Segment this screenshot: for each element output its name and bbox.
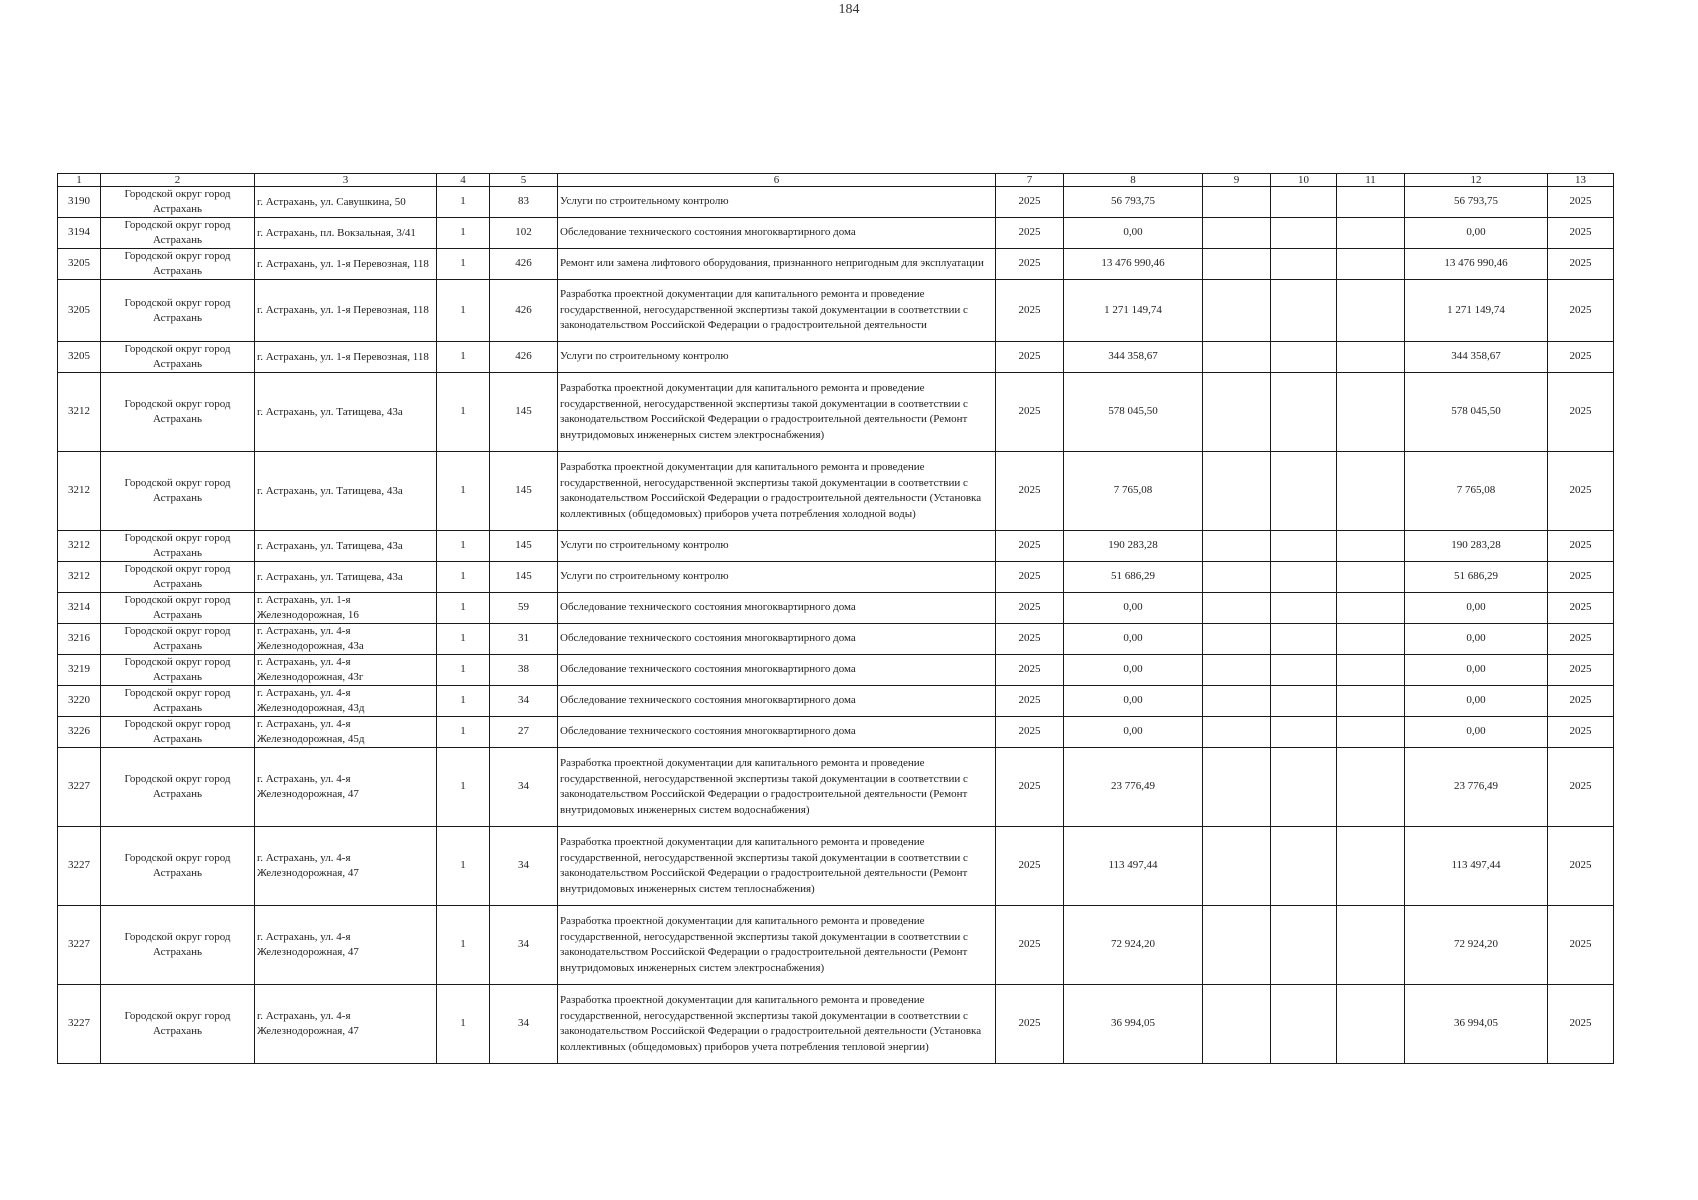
cost-total-cell: 0,00 [1405, 624, 1548, 655]
work-type-cell: Услуги по строительному контролю [558, 562, 996, 593]
column-header: 13 [1548, 174, 1614, 187]
column-10-cell [1271, 187, 1337, 218]
column-5-cell: 83 [490, 187, 558, 218]
table-row [58, 717, 1614, 748]
column-4-cell: 1 [437, 342, 490, 373]
address-cell: г. Астрахань, ул. 1-я Железнодорожная, 16 [255, 593, 437, 624]
column-10-cell [1271, 280, 1337, 342]
completion-year-cell: 2025 [1548, 717, 1614, 748]
column-9-cell [1203, 624, 1271, 655]
column-4-cell: 1 [437, 373, 490, 452]
cost-cell: 7 765,08 [1064, 452, 1203, 531]
table-row [58, 280, 1614, 342]
address-cell: г. Астрахань, ул. 4-я Железнодорожная, 47 [255, 906, 437, 985]
table-row [58, 593, 1614, 624]
table-row [58, 218, 1614, 249]
cost-total-cell: 51 686,29 [1405, 562, 1548, 593]
column-4-cell: 1 [437, 562, 490, 593]
table-row [58, 906, 1614, 985]
work-type-cell: Услуги по строительному контролю [558, 342, 996, 373]
column-10-cell [1271, 562, 1337, 593]
address-cell: г. Астрахань, ул. Татищева, 43а [255, 531, 437, 562]
address-cell: г. Астрахань, ул. 4-я Железнодорожная, 43д [255, 686, 437, 717]
cost-total-cell: 7 765,08 [1405, 452, 1548, 531]
row-id-cell: 3227 [58, 906, 101, 985]
municipality-cell: Городской округ город Астрахань [101, 187, 255, 218]
cost-total-cell: 36 994,05 [1405, 985, 1548, 1064]
column-5-cell: 145 [490, 562, 558, 593]
column-10-cell [1271, 717, 1337, 748]
address-cell: г. Астрахань, ул. Савушкина, 50 [255, 187, 437, 218]
column-4-cell: 1 [437, 717, 490, 748]
column-5-cell: 34 [490, 686, 558, 717]
cost-total-cell: 72 924,20 [1405, 906, 1548, 985]
year-cell: 2025 [996, 827, 1064, 906]
column-9-cell [1203, 342, 1271, 373]
work-type-cell: Обследование технического состояния многоквартирного дома [558, 655, 996, 686]
column-9-cell [1203, 452, 1271, 531]
column-10-cell [1271, 655, 1337, 686]
municipality-cell: Городской округ город Астрахань [101, 452, 255, 531]
table-row [58, 187, 1614, 218]
column-11-cell [1337, 717, 1405, 748]
cost-total-cell: 0,00 [1405, 686, 1548, 717]
year-cell: 2025 [996, 593, 1064, 624]
address-cell: г. Астрахань, ул. 4-я Железнодорожная, 45д [255, 717, 437, 748]
work-type-cell: Услуги по строительному контролю [558, 187, 996, 218]
year-cell: 2025 [996, 748, 1064, 827]
column-header: 10 [1271, 174, 1337, 187]
table-row [58, 748, 1614, 827]
row-id-cell: 3194 [58, 218, 101, 249]
year-cell: 2025 [996, 686, 1064, 717]
cost-cell: 578 045,50 [1064, 373, 1203, 452]
cost-cell: 23 776,49 [1064, 748, 1203, 827]
column-11-cell [1337, 187, 1405, 218]
row-id-cell: 3226 [58, 717, 101, 748]
work-type-cell: Разработка проектной документации для капитального ремонта и проведение государственной, негосударственной экспертизы такой документации в соответствии с законодательством Российской Федерации о градостроительной деятельности (Ремонт внутридомовых инженерных систем электроснабжения) [558, 906, 996, 985]
work-type-cell: Обследование технического состояния многоквартирного дома [558, 686, 996, 717]
municipality-cell: Городской округ город Астрахань [101, 655, 255, 686]
year-cell: 2025 [996, 218, 1064, 249]
table-row [58, 373, 1614, 452]
year-cell: 2025 [996, 342, 1064, 373]
column-5-cell: 31 [490, 624, 558, 655]
column-9-cell [1203, 373, 1271, 452]
cost-total-cell: 13 476 990,46 [1405, 249, 1548, 280]
column-4-cell: 1 [437, 985, 490, 1064]
column-4-cell: 1 [437, 249, 490, 280]
page-number: 184 [838, 2, 860, 17]
column-10-cell [1271, 906, 1337, 985]
cost-cell: 13 476 990,46 [1064, 249, 1203, 280]
address-cell: г. Астрахань, ул. 4-я Железнодорожная, 43г [255, 655, 437, 686]
cost-cell: 0,00 [1064, 655, 1203, 686]
table-row [58, 827, 1614, 906]
column-9-cell [1203, 280, 1271, 342]
column-header: 11 [1337, 174, 1405, 187]
column-9-cell [1203, 717, 1271, 748]
cost-total-cell: 0,00 [1405, 655, 1548, 686]
column-9-cell [1203, 218, 1271, 249]
column-11-cell [1337, 827, 1405, 906]
column-4-cell: 1 [437, 218, 490, 249]
column-header: 1 [58, 174, 101, 187]
cost-total-cell: 578 045,50 [1405, 373, 1548, 452]
column-header: 8 [1064, 174, 1203, 187]
column-10-cell [1271, 748, 1337, 827]
column-4-cell: 1 [437, 593, 490, 624]
address-cell: г. Астрахань, ул. 4-я Железнодорожная, 47 [255, 827, 437, 906]
column-header: 12 [1405, 174, 1548, 187]
cost-cell: 190 283,28 [1064, 531, 1203, 562]
cost-cell: 344 358,67 [1064, 342, 1203, 373]
column-header: 7 [996, 174, 1064, 187]
column-4-cell: 1 [437, 280, 490, 342]
column-10-cell [1271, 249, 1337, 280]
column-4-cell: 1 [437, 686, 490, 717]
completion-year-cell: 2025 [1548, 985, 1614, 1064]
row-id-cell: 3219 [58, 655, 101, 686]
year-cell: 2025 [996, 280, 1064, 342]
column-5-cell: 145 [490, 531, 558, 562]
cost-cell: 0,00 [1064, 717, 1203, 748]
cost-cell: 51 686,29 [1064, 562, 1203, 593]
row-id-cell: 3227 [58, 748, 101, 827]
address-cell: г. Астрахань, пл. Вокзальная, 3/41 [255, 218, 437, 249]
row-id-cell: 3212 [58, 562, 101, 593]
work-type-cell: Обследование технического состояния многоквартирного дома [558, 218, 996, 249]
completion-year-cell: 2025 [1548, 280, 1614, 342]
row-id-cell: 3212 [58, 531, 101, 562]
year-cell: 2025 [996, 452, 1064, 531]
column-11-cell [1337, 218, 1405, 249]
year-cell: 2025 [996, 624, 1064, 655]
municipality-cell: Городской округ город Астрахань [101, 373, 255, 452]
municipality-cell: Городской округ город Астрахань [101, 624, 255, 655]
row-id-cell: 3216 [58, 624, 101, 655]
cost-total-cell: 56 793,75 [1405, 187, 1548, 218]
column-9-cell [1203, 985, 1271, 1064]
column-11-cell [1337, 985, 1405, 1064]
column-4-cell: 1 [437, 452, 490, 531]
column-10-cell [1271, 531, 1337, 562]
column-11-cell [1337, 655, 1405, 686]
column-5-cell: 38 [490, 655, 558, 686]
column-5-cell: 426 [490, 280, 558, 342]
year-cell: 2025 [996, 906, 1064, 985]
municipality-cell: Городской округ город Астрахань [101, 218, 255, 249]
municipality-cell: Городской округ город Астрахань [101, 717, 255, 748]
year-cell: 2025 [996, 717, 1064, 748]
column-9-cell [1203, 531, 1271, 562]
cost-total-cell: 190 283,28 [1405, 531, 1548, 562]
column-11-cell [1337, 342, 1405, 373]
year-cell: 2025 [996, 985, 1064, 1064]
column-5-cell: 145 [490, 373, 558, 452]
column-header: 2 [101, 174, 255, 187]
cost-cell: 36 994,05 [1064, 985, 1203, 1064]
address-cell: г. Астрахань, ул. 4-я Железнодорожная, 43а [255, 624, 437, 655]
municipality-cell: Городской округ город Астрахань [101, 985, 255, 1064]
work-type-cell: Разработка проектной документации для капитального ремонта и проведение государственной, негосударственной экспертизы такой документации в соответствии с законодательством Российской Федерации о градостроительной деятельности (Установка коллективных (общедомовых) приборов учета потребления холодной воды) [558, 452, 996, 531]
work-type-cell: Услуги по строительному контролю [558, 531, 996, 562]
column-11-cell [1337, 624, 1405, 655]
column-11-cell [1337, 686, 1405, 717]
column-header: 4 [437, 174, 490, 187]
completion-year-cell: 2025 [1548, 748, 1614, 827]
column-header: 6 [558, 174, 996, 187]
municipality-cell: Городской округ город Астрахань [101, 280, 255, 342]
column-9-cell [1203, 906, 1271, 985]
cost-cell: 0,00 [1064, 593, 1203, 624]
table-row [58, 531, 1614, 562]
completion-year-cell: 2025 [1548, 452, 1614, 531]
address-cell: г. Астрахань, ул. 4-я Железнодорожная, 47 [255, 748, 437, 827]
municipality-cell: Городской округ город Астрахань [101, 906, 255, 985]
column-5-cell: 145 [490, 452, 558, 531]
completion-year-cell: 2025 [1548, 624, 1614, 655]
column-4-cell: 1 [437, 187, 490, 218]
column-4-cell: 1 [437, 827, 490, 906]
column-9-cell [1203, 827, 1271, 906]
completion-year-cell: 2025 [1548, 249, 1614, 280]
work-type-cell: Ремонт или замена лифтового оборудования, признанного непригодным для эксплуатации [558, 249, 996, 280]
year-cell: 2025 [996, 373, 1064, 452]
cost-cell: 72 924,20 [1064, 906, 1203, 985]
address-cell: г. Астрахань, ул. Татищева, 43а [255, 452, 437, 531]
municipality-cell: Городской округ город Астрахань [101, 686, 255, 717]
column-10-cell [1271, 827, 1337, 906]
column-11-cell [1337, 280, 1405, 342]
column-9-cell [1203, 562, 1271, 593]
completion-year-cell: 2025 [1548, 655, 1614, 686]
address-cell: г. Астрахань, ул. 1-я Перевозная, 118 [255, 342, 437, 373]
column-5-cell: 27 [490, 717, 558, 748]
column-9-cell [1203, 593, 1271, 624]
column-10-cell [1271, 624, 1337, 655]
column-10-cell [1271, 985, 1337, 1064]
column-header: 3 [255, 174, 437, 187]
column-11-cell [1337, 562, 1405, 593]
column-10-cell [1271, 373, 1337, 452]
address-cell: г. Астрахань, ул. 1-я Перевозная, 118 [255, 280, 437, 342]
completion-year-cell: 2025 [1548, 218, 1614, 249]
year-cell: 2025 [996, 655, 1064, 686]
column-5-cell: 34 [490, 985, 558, 1064]
completion-year-cell: 2025 [1548, 593, 1614, 624]
cost-cell: 0,00 [1064, 624, 1203, 655]
year-cell: 2025 [996, 562, 1064, 593]
completion-year-cell: 2025 [1548, 827, 1614, 906]
column-5-cell: 34 [490, 748, 558, 827]
column-5-cell: 34 [490, 827, 558, 906]
municipality-cell: Городской округ город Астрахань [101, 531, 255, 562]
column-9-cell [1203, 655, 1271, 686]
cost-cell: 0,00 [1064, 218, 1203, 249]
row-id-cell: 3190 [58, 187, 101, 218]
cost-total-cell: 1 271 149,74 [1405, 280, 1548, 342]
completion-year-cell: 2025 [1548, 342, 1614, 373]
work-type-cell: Обследование технического состояния многоквартирного дома [558, 717, 996, 748]
work-type-cell: Разработка проектной документации для капитального ремонта и проведение государственной, негосударственной экспертизы такой документации в соответствии с законодательством Российской Федерации о градостроительной деятельности [558, 280, 996, 342]
column-header: 9 [1203, 174, 1271, 187]
completion-year-cell: 2025 [1548, 686, 1614, 717]
completion-year-cell: 2025 [1548, 373, 1614, 452]
column-10-cell [1271, 686, 1337, 717]
column-9-cell [1203, 686, 1271, 717]
municipality-cell: Городской округ город Астрахань [101, 249, 255, 280]
year-cell: 2025 [996, 531, 1064, 562]
address-cell: г. Астрахань, ул. Татищева, 43а [255, 373, 437, 452]
cost-total-cell: 23 776,49 [1405, 748, 1548, 827]
cost-total-cell: 0,00 [1405, 218, 1548, 249]
column-9-cell [1203, 187, 1271, 218]
municipality-cell: Городской округ город Астрахань [101, 593, 255, 624]
column-11-cell [1337, 373, 1405, 452]
table-row [58, 249, 1614, 280]
table-row [58, 342, 1614, 373]
column-5-cell: 426 [490, 249, 558, 280]
completion-year-cell: 2025 [1548, 906, 1614, 985]
row-id-cell: 3227 [58, 985, 101, 1064]
cost-cell: 56 793,75 [1064, 187, 1203, 218]
column-9-cell [1203, 249, 1271, 280]
municipality-cell: Городской округ город Астрахань [101, 748, 255, 827]
row-id-cell: 3227 [58, 827, 101, 906]
completion-year-cell: 2025 [1548, 562, 1614, 593]
table-row [58, 686, 1614, 717]
column-10-cell [1271, 593, 1337, 624]
capital-repair-table [57, 173, 1614, 1064]
column-number-header-row [58, 174, 1614, 187]
column-11-cell [1337, 452, 1405, 531]
table-row [58, 985, 1614, 1064]
column-5-cell: 34 [490, 906, 558, 985]
row-id-cell: 3212 [58, 452, 101, 531]
column-10-cell [1271, 218, 1337, 249]
column-9-cell [1203, 748, 1271, 827]
address-cell: г. Астрахань, ул. 1-я Перевозная, 118 [255, 249, 437, 280]
row-id-cell: 3220 [58, 686, 101, 717]
municipality-cell: Городской округ город Астрахань [101, 827, 255, 906]
row-id-cell: 3205 [58, 342, 101, 373]
column-4-cell: 1 [437, 906, 490, 985]
table-row [58, 624, 1614, 655]
column-10-cell [1271, 342, 1337, 373]
cost-cell: 1 271 149,74 [1064, 280, 1203, 342]
row-id-cell: 3205 [58, 249, 101, 280]
cost-total-cell: 0,00 [1405, 717, 1548, 748]
completion-year-cell: 2025 [1548, 187, 1614, 218]
column-11-cell [1337, 249, 1405, 280]
address-cell: г. Астрахань, ул. Татищева, 43а [255, 562, 437, 593]
column-11-cell [1337, 531, 1405, 562]
column-5-cell: 426 [490, 342, 558, 373]
column-4-cell: 1 [437, 748, 490, 827]
work-type-cell: Разработка проектной документации для капитального ремонта и проведение государственной, негосударственной экспертизы такой документации в соответствии с законодательством Российской Федерации о градостроительной деятельности (Ремонт внутридомовых инженерных систем теплоснабжения) [558, 827, 996, 906]
column-4-cell: 1 [437, 655, 490, 686]
column-5-cell: 102 [490, 218, 558, 249]
column-4-cell: 1 [437, 624, 490, 655]
address-cell: г. Астрахань, ул. 4-я Железнодорожная, 47 [255, 985, 437, 1064]
column-11-cell [1337, 593, 1405, 624]
work-type-cell: Обследование технического состояния многоквартирного дома [558, 624, 996, 655]
row-id-cell: 3214 [58, 593, 101, 624]
work-type-cell: Обследование технического состояния многоквартирного дома [558, 593, 996, 624]
table-row [58, 452, 1614, 531]
column-10-cell [1271, 452, 1337, 531]
completion-year-cell: 2025 [1548, 531, 1614, 562]
cost-total-cell: 113 497,44 [1405, 827, 1548, 906]
column-header: 5 [490, 174, 558, 187]
municipality-cell: Городской округ город Астрахань [101, 342, 255, 373]
column-5-cell: 59 [490, 593, 558, 624]
row-id-cell: 3212 [58, 373, 101, 452]
table-row [58, 562, 1614, 593]
column-11-cell [1337, 748, 1405, 827]
cost-total-cell: 344 358,67 [1405, 342, 1548, 373]
table-row [58, 655, 1614, 686]
column-11-cell [1337, 906, 1405, 985]
work-type-cell: Разработка проектной документации для капитального ремонта и проведение государственной, негосударственной экспертизы такой документации в соответствии с законодательством Российской Федерации о градостроительной деятельности (Установка коллективных (общедомовых) приборов учета потребления тепловой энергии) [558, 985, 996, 1064]
year-cell: 2025 [996, 249, 1064, 280]
cost-cell: 0,00 [1064, 686, 1203, 717]
row-id-cell: 3205 [58, 280, 101, 342]
cost-cell: 113 497,44 [1064, 827, 1203, 906]
work-type-cell: Разработка проектной документации для капитального ремонта и проведение государственной, негосударственной экспертизы такой документации в соответствии с законодательством Российской Федерации о градостроительной деятельности (Ремонт внутридомовых инженерных систем электроснабжения) [558, 373, 996, 452]
year-cell: 2025 [996, 187, 1064, 218]
cost-total-cell: 0,00 [1405, 593, 1548, 624]
work-type-cell: Разработка проектной документации для капитального ремонта и проведение государственной, негосударственной экспертизы такой документации в соответствии с законодательством Российской Федерации о градостроительной деятельности (Ремонт внутридомовых инженерных систем водоснабжения) [558, 748, 996, 827]
column-4-cell: 1 [437, 531, 490, 562]
municipality-cell: Городской округ город Астрахань [101, 562, 255, 593]
